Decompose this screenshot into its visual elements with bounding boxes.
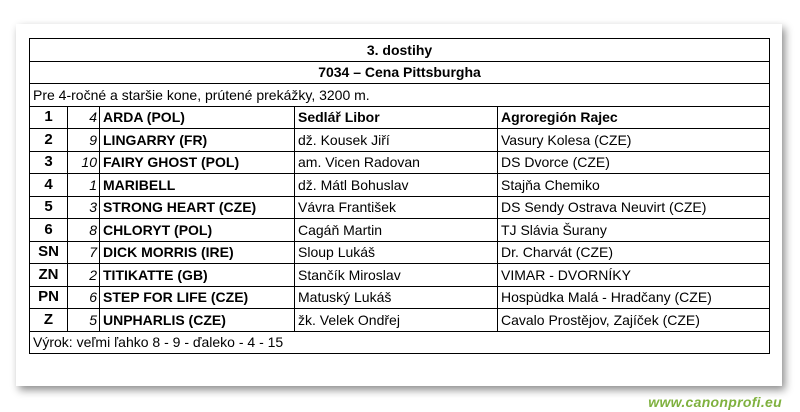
finish-position: 5 [30, 196, 68, 219]
race-number-row [30, 39, 770, 62]
start-number: 3 [68, 196, 100, 219]
start-number: 5 [68, 309, 100, 332]
race-number-title: 3. dostihy [30, 39, 770, 62]
horse-name: FAIRY GHOST (POL) [100, 151, 295, 174]
start-number: 2 [68, 264, 100, 287]
finish-position: PN [30, 286, 68, 309]
jockey-name: Cagáň Martin [295, 219, 498, 242]
horse-name: LINGARRY (FR) [100, 129, 295, 152]
table-row [30, 106, 770, 129]
jockey-name: dž. Kousek Jiří [295, 129, 498, 152]
table-row [30, 219, 770, 242]
table-row [30, 241, 770, 264]
start-number: 8 [68, 219, 100, 242]
table-row [30, 129, 770, 152]
horse-name: TITIKATTE (GB) [100, 264, 295, 287]
finish-position: 6 [30, 219, 68, 242]
race-conditions: Pre 4-ročné a staršie kone, prútené prekážky, 3200 m. [30, 84, 770, 107]
start-number: 4 [68, 106, 100, 129]
owner-name: Vasury Kolesa (CZE) [498, 129, 770, 152]
finish-position: 2 [30, 129, 68, 152]
owner-name: Stajňa Chemiko [498, 174, 770, 197]
race-payout: Výrok: veľmi ľahko 8 - 9 - ďaleko - 4 - 15 [30, 331, 770, 354]
finish-position: 1 [30, 106, 68, 129]
start-number: 6 [68, 286, 100, 309]
finish-position: SN [30, 241, 68, 264]
race-name-row [30, 61, 770, 84]
owner-name: VIMAR - DVORNÍKY [498, 264, 770, 287]
owner-name: Agroregión Rajec [498, 106, 770, 129]
jockey-name: žk. Velek Ondřej [295, 309, 498, 332]
table-row [30, 286, 770, 309]
table-row [30, 264, 770, 287]
race-conditions-row [30, 84, 770, 107]
jockey-name: dž. Mátl Bohuslav [295, 174, 498, 197]
finish-position: ZN [30, 264, 68, 287]
owner-name: DS Sendy Ostrava Neuvirt (CZE) [498, 196, 770, 219]
horse-name: UNPHARLIS (CZE) [100, 309, 295, 332]
table-row [30, 151, 770, 174]
jockey-name: Sedlář Libor [295, 106, 498, 129]
horse-name: DICK MORRIS (IRE) [100, 241, 295, 264]
watermark: www.canonprofi.eu [648, 394, 782, 410]
start-number: 9 [68, 129, 100, 152]
owner-name: Cavalo Prostějov, Zajíček (CZE) [498, 309, 770, 332]
owner-name: Hospùdka Malá - Hradčany (CZE) [498, 286, 770, 309]
owner-name: TJ Slávia Šurany [498, 219, 770, 242]
owner-name: DS Dvorce (CZE) [498, 151, 770, 174]
start-number: 7 [68, 241, 100, 264]
horse-name: STRONG HEART (CZE) [100, 196, 295, 219]
start-number: 10 [68, 151, 100, 174]
payout-row [30, 331, 770, 354]
finish-position: Z [30, 309, 68, 332]
start-number: 1 [68, 174, 100, 197]
finish-position: 4 [30, 174, 68, 197]
horse-name: MARIBELL [100, 174, 295, 197]
table-row [30, 309, 770, 332]
owner-name: Dr. Charvát (CZE) [498, 241, 770, 264]
table-row [30, 196, 770, 219]
jockey-name: Sloup Lukáš [295, 241, 498, 264]
horse-name: STEP FOR LIFE (CZE) [100, 286, 295, 309]
jockey-name: am. Vicen Radovan [295, 151, 498, 174]
horse-name: CHLORYT (POL) [100, 219, 295, 242]
finish-position: 3 [30, 151, 68, 174]
jockey-name: Stančík Miroslav [295, 264, 498, 287]
race-results-table [29, 38, 770, 354]
jockey-name: Vávra František [295, 196, 498, 219]
jockey-name: Matuský Lukáš [295, 286, 498, 309]
table-row [30, 174, 770, 197]
race-name-title: 7034 – Cena Pittsburgha [30, 61, 770, 84]
horse-name: ARDA (POL) [100, 106, 295, 129]
